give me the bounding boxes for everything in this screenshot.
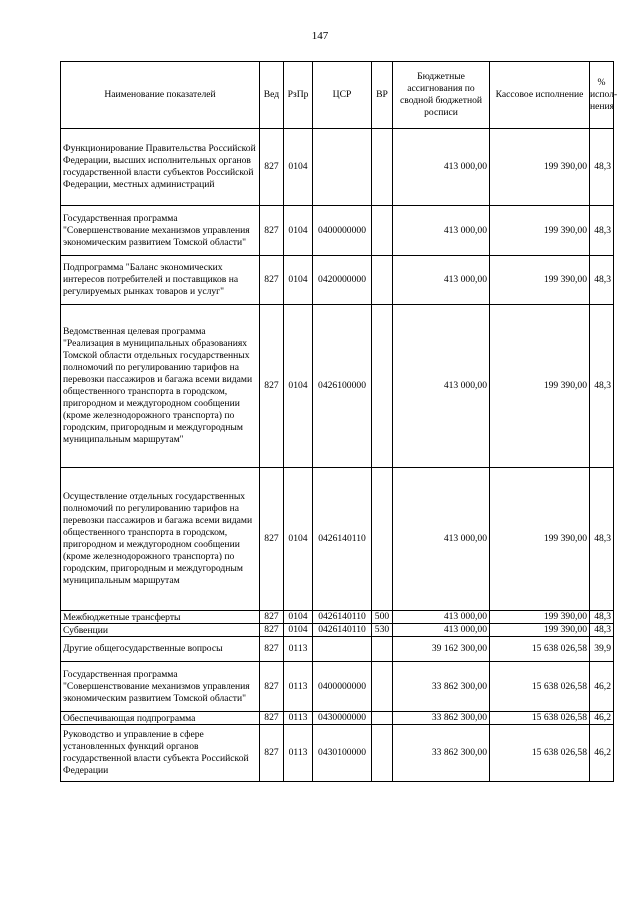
row-label: Ведомственная целевая программа "Реализация в муниципальных образованиях Томской области отдельных государственных полномочий по регулированию тарифов на перевозки пассажиров и багажа всеми видами общественного транспорта в городском, пригородном и междугородном сообщении (кроме железнодорожного транспорта) по городским, пригородным и междугородным муниципальным маршрутам" bbox=[63, 326, 253, 445]
budget-execution-table bbox=[60, 61, 618, 782]
cell-vr bbox=[372, 129, 393, 206]
row-label: Другие общегосударственные вопросы bbox=[63, 643, 223, 654]
cell-cash: 15 638 026,58 bbox=[490, 725, 590, 782]
table-row bbox=[61, 662, 614, 712]
cell-budget: 33 862 300,00 bbox=[393, 712, 490, 725]
cell-percent: 48,3 bbox=[590, 129, 614, 206]
row-label: Функционирование Правительства Российской Федерации, высших исполнительных органов государственной власти субъектов Российской Федерации, местных администраций bbox=[63, 143, 256, 190]
cell-rzpr: 0113 bbox=[284, 725, 313, 782]
table-row bbox=[61, 712, 614, 725]
cell-name bbox=[61, 611, 260, 624]
cell-csr: 0400000000 bbox=[313, 206, 372, 256]
cell-percent: 46,2 bbox=[590, 662, 614, 712]
cell-rzpr: 0113 bbox=[284, 712, 313, 725]
cell-vr: 530 bbox=[372, 624, 393, 637]
cell-vr bbox=[372, 725, 393, 782]
cell-budget: 33 862 300,00 bbox=[393, 662, 490, 712]
cell-csr: 0426140110 bbox=[313, 468, 372, 611]
header-csr: ЦСР bbox=[313, 62, 372, 129]
cell-csr: 0400000000 bbox=[313, 662, 372, 712]
cell-csr: 0426140110 bbox=[313, 624, 372, 637]
cell-csr: 0426100000 bbox=[313, 305, 372, 468]
cell-budget: 413 000,00 bbox=[393, 611, 490, 624]
cell-rzpr: 0104 bbox=[284, 256, 313, 305]
cell-name bbox=[61, 206, 260, 256]
cell-percent: 46,2 bbox=[590, 712, 614, 725]
table-row bbox=[61, 305, 614, 468]
cell-cash: 199 390,00 bbox=[490, 129, 590, 206]
cell-name bbox=[61, 256, 260, 305]
cell-vr bbox=[372, 637, 393, 662]
cell-csr: 0430100000 bbox=[313, 725, 372, 782]
cell-percent: 39,9 bbox=[590, 637, 614, 662]
page-number: 147 bbox=[311, 30, 329, 42]
cell-vr bbox=[372, 662, 393, 712]
table-row bbox=[61, 725, 614, 782]
cell-ved: 827 bbox=[260, 129, 284, 206]
cell-rzpr: 0104 bbox=[284, 129, 313, 206]
cell-percent: 48,3 bbox=[590, 305, 614, 468]
cell-ved: 827 bbox=[260, 662, 284, 712]
cell-ved: 827 bbox=[260, 611, 284, 624]
cell-ved: 827 bbox=[260, 305, 284, 468]
cell-budget: 413 000,00 bbox=[393, 624, 490, 637]
cell-vr: 500 bbox=[372, 611, 393, 624]
header-ved: Вед bbox=[260, 62, 284, 129]
cell-csr: 0426140110 bbox=[313, 611, 372, 624]
cell-ved: 827 bbox=[260, 624, 284, 637]
cell-name bbox=[61, 468, 260, 611]
cell-cash: 199 390,00 bbox=[490, 305, 590, 468]
cell-csr bbox=[313, 637, 372, 662]
cell-rzpr: 0104 bbox=[284, 206, 313, 256]
row-label: Руководство и управление в сфере установленных функций органов государственной власти субъекта Российской Федерации bbox=[63, 729, 249, 776]
cell-cash: 199 390,00 bbox=[490, 256, 590, 305]
row-label: Государственная программа "Совершенствование механизмов управления экономическим развитием Томской области" bbox=[63, 212, 250, 248]
cell-percent: 46,2 bbox=[590, 725, 614, 782]
cell-percent: 48,3 bbox=[590, 624, 614, 637]
cell-csr: 0430000000 bbox=[313, 712, 372, 725]
cell-cash: 199 390,00 bbox=[490, 206, 590, 256]
table-row bbox=[61, 129, 614, 206]
table-row bbox=[61, 624, 614, 637]
cell-budget: 33 862 300,00 bbox=[393, 725, 490, 782]
cell-cash: 199 390,00 bbox=[490, 611, 590, 624]
cell-cash: 15 638 026,58 bbox=[490, 637, 590, 662]
cell-ved: 827 bbox=[260, 468, 284, 611]
cell-rzpr: 0104 bbox=[284, 468, 313, 611]
cell-percent: 48,3 bbox=[590, 468, 614, 611]
cell-vr bbox=[372, 206, 393, 256]
cell-budget: 413 000,00 bbox=[393, 305, 490, 468]
cell-cash: 199 390,00 bbox=[490, 624, 590, 637]
header-vr: ВР bbox=[372, 62, 393, 129]
cell-budget: 413 000,00 bbox=[393, 129, 490, 206]
header-row bbox=[61, 62, 614, 129]
header-rzpr: РзПр bbox=[284, 62, 313, 129]
header-name: Наименование показателей bbox=[61, 62, 260, 129]
row-label: Осуществление отдельных государственных полномочий по регулированию тарифов на перевозки пассажиров и багажа всеми видами общественного транспорта в городском, пригородном и междугородном сообщении (кроме железнодорожного транспорта) по городским, пригородным и междугородным муниципальным маршрутам bbox=[63, 491, 253, 586]
table-row bbox=[61, 206, 614, 256]
cell-ved: 827 bbox=[260, 712, 284, 725]
cell-ved: 827 bbox=[260, 637, 284, 662]
cell-ved: 827 bbox=[260, 206, 284, 256]
header-cash: Кассовое исполнение bbox=[490, 62, 590, 129]
cell-cash: 15 638 026,58 bbox=[490, 712, 590, 725]
cell-vr bbox=[372, 468, 393, 611]
cell-rzpr: 0104 bbox=[284, 305, 313, 468]
row-label: Подпрограмма "Баланс экономических интересов потребителей и поставщиков на регулируемых рынках товаров и услуг" bbox=[63, 262, 239, 297]
cell-rzpr: 0104 bbox=[284, 611, 313, 624]
cell-budget: 413 000,00 bbox=[393, 206, 490, 256]
cell-vr bbox=[372, 712, 393, 725]
row-label: Межбюджетные трансферты bbox=[63, 611, 181, 623]
table-row bbox=[61, 468, 614, 611]
cell-name bbox=[61, 712, 260, 725]
cell-csr: 0420000000 bbox=[313, 256, 372, 305]
cell-rzpr: 0113 bbox=[284, 637, 313, 662]
cell-ved: 827 bbox=[260, 256, 284, 305]
cell-vr bbox=[372, 256, 393, 305]
cell-budget: 413 000,00 bbox=[393, 256, 490, 305]
cell-csr bbox=[313, 129, 372, 206]
cell-cash: 199 390,00 bbox=[490, 468, 590, 611]
header-percent: % испол-нения bbox=[590, 62, 614, 129]
row-label: Субвенции bbox=[63, 624, 108, 636]
cell-name bbox=[61, 725, 260, 782]
row-label: Государственная программа "Совершенствование механизмов управления экономическим развитием Томской области" bbox=[63, 668, 250, 704]
cell-ved: 827 bbox=[260, 725, 284, 782]
cell-rzpr: 0113 bbox=[284, 662, 313, 712]
cell-vr bbox=[372, 305, 393, 468]
cell-name bbox=[61, 637, 260, 662]
cell-name bbox=[61, 129, 260, 206]
cell-name bbox=[61, 662, 260, 712]
table-row bbox=[61, 611, 614, 624]
header-budget: Бюджетные ассигнования по сводной бюджетной росписи bbox=[393, 62, 490, 129]
cell-name bbox=[61, 305, 260, 468]
cell-percent: 48,3 bbox=[590, 611, 614, 624]
cell-budget: 39 162 300,00 bbox=[393, 637, 490, 662]
cell-budget: 413 000,00 bbox=[393, 468, 490, 611]
cell-name bbox=[61, 624, 260, 637]
cell-rzpr: 0104 bbox=[284, 624, 313, 637]
cell-percent: 48,3 bbox=[590, 206, 614, 256]
table-row bbox=[61, 637, 614, 662]
cell-cash: 15 638 026,58 bbox=[490, 662, 590, 712]
table-row bbox=[61, 256, 614, 305]
row-label: Обеспечивающая подпрограмма bbox=[63, 712, 196, 724]
cell-percent: 48,3 bbox=[590, 256, 614, 305]
